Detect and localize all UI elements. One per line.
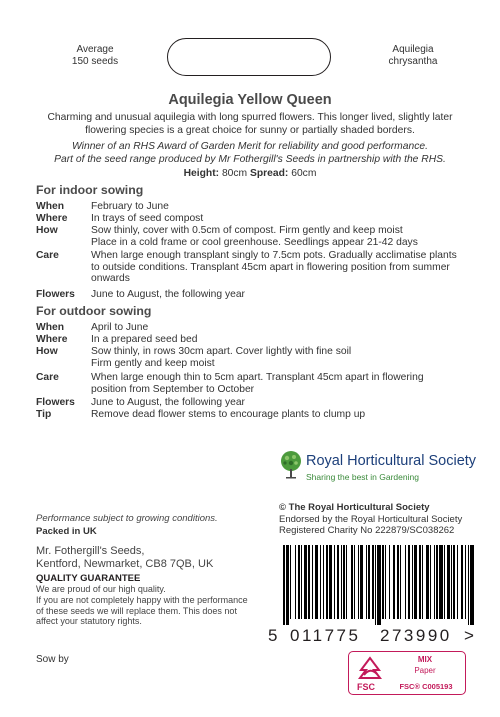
barcode-bar: [389, 545, 390, 619]
barcode-bar: [360, 545, 363, 619]
barcode-bar: [329, 545, 332, 619]
barcode-bar: [323, 545, 324, 619]
barcode-bar: [453, 545, 455, 619]
packed-in: Packed in UK: [36, 526, 97, 537]
barcode-bar: [377, 545, 380, 625]
row-value: [91, 346, 476, 369]
row-label: When: [36, 322, 65, 333]
row-line: Firm gently and keep moist: [91, 357, 215, 369]
barcode-bar: [439, 545, 442, 619]
rhs-charity: Registered Charity No 222879/SC038262: [279, 525, 455, 536]
product-description: [20, 112, 480, 137]
fsc-paper: Paper: [414, 666, 436, 675]
barcode-bar: [468, 545, 469, 625]
outdoor-row-how: [36, 346, 476, 370]
spread-label: Spread:: [250, 168, 289, 179]
height-value: 80cm: [221, 168, 248, 179]
barcode-bar: [419, 545, 421, 619]
row-value: [91, 250, 476, 285]
barcode-bar: [343, 545, 345, 619]
barcode-bar: [308, 545, 310, 619]
barcode-bar: [366, 545, 367, 619]
row-label: Where: [36, 334, 68, 345]
barcode-bar: [312, 545, 313, 619]
barcode-bar: [393, 545, 395, 619]
outdoor-heading: For outdoor sowing: [36, 304, 152, 318]
fsc-tree-icon: [355, 655, 385, 683]
fsc-label: FSC: [357, 682, 375, 692]
barcode-bar: [337, 545, 339, 619]
barcode-bar: [470, 545, 473, 625]
barcode-bar: [436, 545, 438, 619]
guarantee-line: We are proud of our high quality.: [36, 584, 166, 594]
rhs-credits: [279, 502, 462, 537]
barcode-bar: [412, 545, 413, 619]
address: [36, 545, 213, 571]
barcode-bar: [444, 545, 445, 619]
fsc-mix: MIX: [417, 655, 433, 664]
barcode-bar: [457, 545, 458, 619]
address-line: Kentford, Newmarket, CB8 7QB, UK: [36, 558, 214, 570]
indoor-row-care: [36, 250, 476, 286]
barcode-bar: [295, 545, 296, 619]
latin-genus: Aquilegia: [392, 44, 434, 55]
row-value: June to August, the following year: [91, 397, 245, 408]
row-line: to outside conditions. Transplant 45cm apart in flowering position from summer: [91, 261, 450, 273]
barcode-bar: [301, 545, 302, 619]
latin-name: [368, 44, 458, 68]
barcode-bar: [385, 545, 386, 619]
address-line: Mr. Fothergill's Seeds,: [36, 545, 145, 557]
height-label: Height:: [183, 168, 220, 179]
barcode-bar: [405, 545, 406, 619]
description-line: flowering species is a great choice for sunny or partially shaded borders.: [85, 124, 415, 136]
seed-count-value: 150 seeds: [71, 56, 119, 67]
indoor-heading: For indoor sowing: [36, 183, 144, 197]
barcode-bar: [341, 545, 342, 619]
barcode-bar: [434, 545, 435, 619]
barcode-bar: [326, 545, 328, 619]
description-line: Charming and unusual aquilegia with long spurred flowers. This longer lived, slightly later: [47, 112, 453, 123]
sow-by: Sow by: [36, 654, 69, 665]
rhs-copyright: © The Royal Horticultural Society: [279, 502, 430, 513]
row-label: Flowers: [36, 289, 75, 300]
row-label: Care: [36, 372, 59, 383]
barcode-bar: [372, 545, 374, 619]
row-value: [91, 372, 476, 395]
row-value: In trays of seed compost: [91, 213, 204, 224]
rhs-tagline: Sharing the best in Gardening: [306, 472, 419, 482]
barcode-digits-left: 011775: [290, 626, 361, 645]
row-line: Sow thinly, cover with 0.5cm of compost. Firm gently and keep moist: [91, 225, 403, 236]
barcode-digit-lead: 5: [268, 626, 278, 645]
barcode-bar: [397, 545, 399, 619]
row-label: Tip: [36, 409, 52, 420]
barcode: [283, 545, 471, 625]
seed-count: [55, 44, 135, 68]
guarantee-line: If you are not completely happy with the performance: [36, 594, 248, 605]
barcode-bar: [346, 545, 347, 619]
row-value: Remove dead flower stems to encourage plants to clump up: [91, 409, 366, 420]
fsc-code: FSC® C005193: [399, 682, 453, 691]
rhs-tree-icon: [279, 450, 303, 480]
barcode-bar: [426, 545, 429, 619]
row-label: Care: [36, 250, 59, 261]
packet-window: [167, 38, 331, 76]
guarantee-title: QUALITY GUARANTEE: [36, 573, 141, 584]
barcode-bar: [447, 545, 449, 619]
barcode-quiet-marker: >: [464, 626, 474, 645]
row-line: When large enough thin to 5cm apart. Transplant 45cm apart in flowering: [91, 372, 424, 383]
fsc-mark: [348, 651, 466, 695]
spread-value: 60cm: [291, 168, 317, 179]
barcode-bar: [283, 545, 285, 625]
row-line: onwards: [91, 273, 130, 285]
guarantee-text: [36, 584, 248, 627]
award-line: Winner of an RHS Award of Garden Merit for reliability and good performance.: [72, 141, 428, 152]
guarantee-line: of these seeds we will replace them. This does not: [36, 605, 237, 616]
row-line: Place in a cold frame or cool greenhouse. Seedlings appear 21-42 days: [91, 236, 418, 248]
barcode-bar: [451, 545, 452, 619]
row-label: How: [36, 346, 58, 357]
dimensions: [20, 168, 480, 181]
guarantee-line: affect your statutory rights.: [36, 616, 142, 627]
barcode-digits-right: 273990: [380, 626, 452, 645]
barcode-bar: [315, 545, 318, 619]
row-label: How: [36, 225, 58, 236]
row-line: Sow thinly, in rows 30cm apart. Cover lightly with fine soil: [91, 346, 352, 357]
barcode-bar: [382, 545, 384, 619]
row-value: February to June: [91, 201, 169, 212]
product-title: Aquilegia Yellow Queen: [168, 92, 332, 108]
award-line: Part of the seed range produced by Mr Fothergill's Seeds in partnership with the RHS.: [54, 153, 446, 165]
row-label: Flowers: [36, 397, 75, 408]
barcode-bar: [358, 545, 359, 619]
indoor-row-how: [36, 225, 476, 249]
row-value: In a prepared seed bed: [91, 334, 198, 345]
seed-count-label: Average: [76, 44, 114, 55]
barcode-bar: [304, 545, 307, 619]
barcode-bar: [351, 545, 353, 619]
performance-note: Performance subject to growing conditions.: [36, 513, 218, 524]
barcode-bar: [320, 545, 321, 619]
row-label: When: [36, 201, 65, 212]
outdoor-row-care: [36, 372, 476, 396]
latin-species: chrysantha: [388, 56, 438, 67]
row-value: [91, 225, 476, 248]
barcode-bar: [354, 545, 355, 619]
row-value: April to June: [91, 322, 149, 333]
barcode-bar: [375, 545, 376, 625]
barcode-bar: [408, 545, 410, 619]
barcode-bar: [400, 545, 401, 619]
row-line: position from September to October: [91, 383, 255, 395]
barcode-bar: [298, 545, 300, 619]
barcode-bar: [290, 545, 291, 619]
barcode-bar: [461, 545, 463, 619]
barcode-bar: [286, 545, 288, 625]
barcode-bar: [368, 545, 370, 619]
barcode-bar: [414, 545, 417, 619]
row-label: Where: [36, 213, 68, 224]
barcode-bar: [430, 545, 431, 619]
rhs-endorsed: Endorsed by the Royal Horticultural Society: [279, 513, 463, 525]
award-text: [20, 141, 480, 166]
barcode-bar: [422, 545, 423, 619]
rhs-name: Royal Horticultural Society: [306, 453, 477, 469]
barcode-bar: [334, 545, 335, 619]
barcode-bar: [465, 545, 466, 619]
row-line: When large enough transplant singly to 7.5cm pots. Gradually acclimatise plants: [91, 250, 457, 261]
row-value: June to August, the following year: [91, 289, 245, 300]
